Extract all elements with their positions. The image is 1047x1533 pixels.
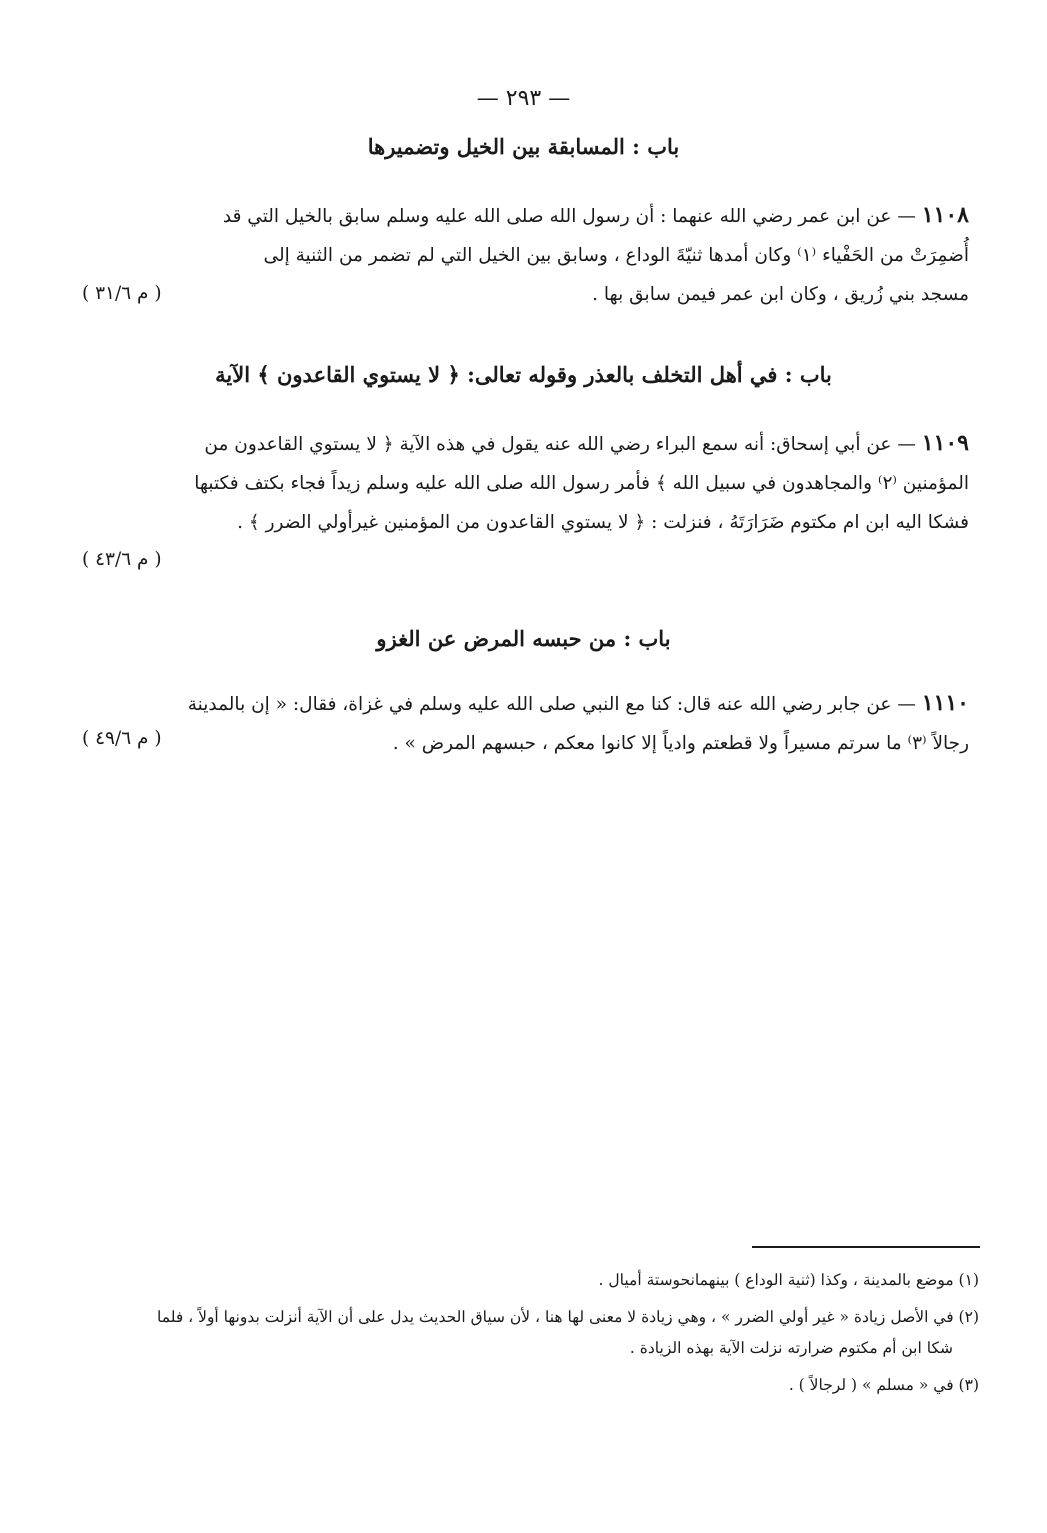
hadith-line: مسجد بني زُريق ، وكان ابن عمر فيمن سابق بها . — [592, 284, 969, 305]
page-number: — ٢٩٣ — — [476, 86, 571, 111]
hadith-line: المؤمنين ⁽٢⁾ والمجاهدون في سبيل الله ﴾ فأمر رسول الله صلى الله عليه وسلم زيداً فجاء بكتف فكتبها — [194, 473, 969, 494]
section-title-illness: باب : من حبسه المرض عن الغزو — [376, 626, 671, 651]
hadith-number: ١١٠٩ — [921, 430, 969, 456]
hadith-reference: ( م ٤٩/٦ ) — [82, 728, 162, 749]
hadith-line: رجالاً ⁽٣⁾ ما سرتم مسيراً ولا قطعتم وادياً إلا كانوا معكم ، حبسهم المرض » . — [392, 733, 969, 754]
hadith-1110 — [78, 684, 969, 763]
footnote-3: (٣) في « مسلم » ( لرجالاً ) . — [788, 1376, 979, 1394]
footnote-divider — [752, 1246, 980, 1248]
hadith-reference: ( م ٤٣/٦ ) — [82, 549, 162, 570]
hadith-line: ١١١٠ — عن جابر رضي الله عنه قال: كنا مع النبي صلى الله عليه وسلم في غزاة، فقال: « إن بالمدينة — [187, 690, 969, 716]
hadith-1109 — [78, 424, 969, 542]
hadith-line: ١١٠٩ — عن أبي إسحاق: أنه سمع البراء رضي الله عنه يقول في هذه الآية ﴿ لا يستوي القاعدون من — [204, 430, 969, 456]
section-title-excused: باب : في أهل التخلف بالعذر وقوله تعالى: ﴿ لا يستوي القاعدون ﴾ الآية — [215, 362, 832, 387]
section-title-horse-racing: باب : المسابقة بين الخيل وتضميرها — [367, 134, 680, 159]
hadith-reference: ( م ٣١/٦ ) — [82, 283, 162, 304]
footnotes — [70, 1265, 979, 1407]
hadith-number: ١١١٠ — [921, 690, 969, 716]
footnote-1: (١) موضع بالمدينة ، وكذا (ثنية الوداع ) بينهمانحوستة أميال . — [598, 1271, 979, 1289]
hadith-line: فشكا اليه ابن ام مكتوم ضَرَارَتَهُ ، فنزلت : ﴿ لا يستوي القاعدون من المؤمنين غيرأولي الضرر ﴾ . — [237, 512, 969, 533]
hadith-line: ١١٠٨ — عن ابن عمر رضي الله عنهما : أن رسول الله صلى الله عليه وسلم سابق بالخيل التي قد — [222, 202, 969, 228]
hadith-line: أُضمِرَتْ من الحَفْياء ⁽١⁾ وكان أمدها ثنيّةَ الوداع ، وسابق بين الخيل التي لم تضمر من الثنية إلى — [263, 245, 969, 266]
footnote-2: (٢) في الأصل زيادة « غير أولي الضرر » ، وهي زيادة لا معنى لها هنا ، لأن سياق الحديث يدل على أن الآية أنزلت بدونها أولاً ، فلما شكا ابن أم مكتوم ضرارته نزلت الآية بهذه الزيادة . — [157, 1308, 979, 1357]
hadith-number: ١١٠٨ — [921, 202, 969, 228]
hadith-1108 — [78, 196, 969, 314]
